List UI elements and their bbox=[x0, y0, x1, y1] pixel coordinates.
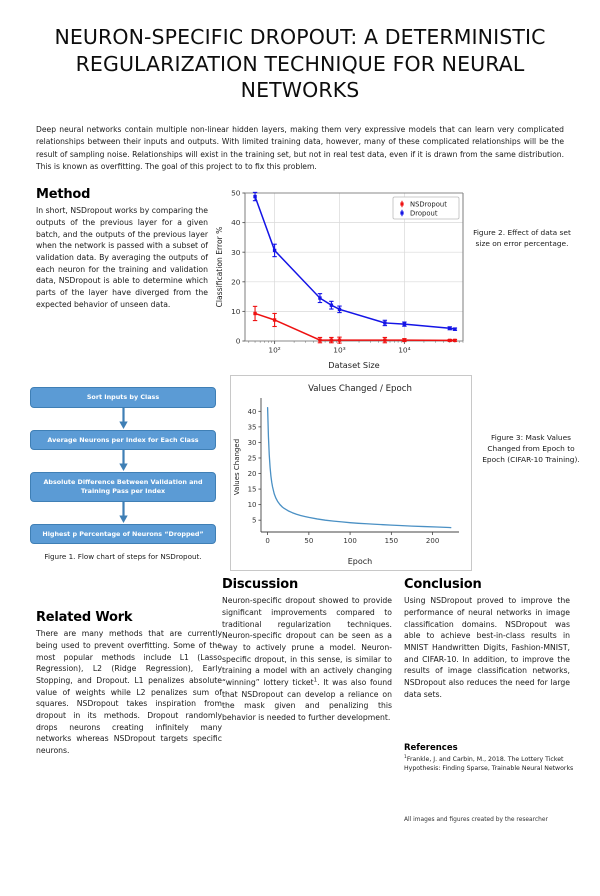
svg-text:25: 25 bbox=[247, 454, 257, 463]
svg-text:Epoch: Epoch bbox=[347, 557, 373, 567]
svg-text:0: 0 bbox=[265, 537, 270, 546]
svg-text:10³: 10³ bbox=[333, 345, 346, 355]
svg-text:30: 30 bbox=[247, 439, 257, 448]
svg-text:40: 40 bbox=[231, 218, 241, 228]
svg-text:20: 20 bbox=[231, 277, 241, 287]
figure-3-caption: Figure 3: Mask Values Changed from Epoch to Epoch (CIFAR-10 Training). bbox=[482, 433, 580, 465]
svg-text:10²: 10² bbox=[268, 345, 281, 355]
related-work-text: There are many methods that are currently being used to prevent overfitting. Some of the most popular methods include L1 (Lasso Regression), L2 (Ridge Regression), Early Stopping, and Dropout. L1 penalizes absolute value of weights while L2 penalizes sum of squares. NSDropout takes inspiration from dropout in its methods. Dropout randomly drops neurons creating infinitely many networks whereas NSDropout targets specific neurons. bbox=[36, 629, 222, 756]
svg-text:35: 35 bbox=[247, 423, 257, 432]
reference-entry-text: Frankle, J. and Carbin, M., 2018. The Lottery Ticket Hypothesis: Finding Sparse, Trainable Neural Networks bbox=[404, 756, 574, 773]
reference-entry-1 bbox=[404, 756, 576, 774]
discussion-text-part2: . It was also found that NSDropout can develop a reliance on the mask given and penalizing this behavior is needed to further development. bbox=[222, 678, 392, 723]
figure-1-flowchart bbox=[30, 387, 216, 563]
related-work-section bbox=[36, 610, 222, 757]
svg-text:Classification Error %: Classification Error % bbox=[215, 226, 224, 308]
svg-text:5: 5 bbox=[252, 516, 257, 525]
svg-text:20: 20 bbox=[247, 470, 257, 479]
svg-text:Dropout: Dropout bbox=[410, 209, 438, 218]
figure-2-chart bbox=[213, 185, 471, 375]
related-work-heading: Related Work bbox=[36, 610, 133, 626]
references-section bbox=[404, 743, 576, 774]
svg-text:10: 10 bbox=[231, 307, 241, 317]
svg-text:Values Changed / Epoch: Values Changed / Epoch bbox=[308, 384, 412, 395]
method-text: In short, NSDropout works by comparing the outputs of the previous layer for a given batch, and the outputs of the previous layer when the network is passed with a subset of validation data. By averaging the outputs of each neuron for the training and validation data, NSDropout is able to determine which parts of the layer have diverged from the expected behavior of unseen data. bbox=[36, 206, 208, 309]
discussion-text bbox=[222, 595, 392, 724]
discussion-heading: Discussion bbox=[222, 577, 299, 593]
svg-text:10⁴: 10⁴ bbox=[398, 345, 411, 355]
flow-arrow-2 bbox=[30, 450, 216, 472]
svg-text:30: 30 bbox=[231, 247, 241, 257]
svg-text:Values Changed: Values Changed bbox=[233, 438, 241, 496]
svg-text:10: 10 bbox=[247, 501, 257, 510]
flow-step-2: Average Neurons per Index for Each Class bbox=[30, 430, 216, 451]
svg-text:40: 40 bbox=[247, 407, 257, 416]
figure-2-svg bbox=[213, 185, 471, 375]
page-title: NEURON-SPECIFIC DROPOUT: A DETERMINISTIC REGULARIZATION TECHNIQUE FOR NEURAL NETWORKS bbox=[54, 25, 546, 103]
discussion-section bbox=[222, 577, 392, 724]
figure-1-caption: Figure 1. Flow chart of steps for NSDropout. bbox=[44, 552, 202, 562]
svg-text:100: 100 bbox=[343, 537, 357, 546]
flow-step-3: Absolute Difference Between Validation and Training Pass per Index bbox=[30, 472, 216, 501]
flow-arrow-3 bbox=[30, 502, 216, 524]
references-heading: References bbox=[404, 743, 458, 754]
svg-text:50: 50 bbox=[231, 188, 241, 198]
method-section bbox=[36, 187, 208, 310]
svg-text:15: 15 bbox=[247, 485, 257, 494]
svg-text:Dataset Size: Dataset Size bbox=[328, 360, 380, 371]
abstract-paragraph: Deep neural networks contain multiple non-linear hidden layers, making them very expressive models that can learn very complicated relationships between their inputs and outputs. With limited training data, however, many of these complicated relationships will be the result of sampling noise. Relationships will exist in the training set, but not in real test data, even if it is drawn from the same distribution. This is known as overfitting. The goal of this project to to fix this problem. bbox=[36, 124, 564, 171]
svg-text:50: 50 bbox=[304, 537, 314, 546]
method-heading: Method bbox=[36, 187, 91, 203]
flow-step-1: Sort Inputs by Class bbox=[30, 387, 216, 408]
conclusion-heading: Conclusion bbox=[404, 577, 482, 593]
discussion-footnote-marker: 1 bbox=[313, 677, 318, 684]
image-credit-footnote: All images and figures created by the researcher bbox=[404, 817, 548, 824]
svg-text:200: 200 bbox=[425, 537, 440, 546]
conclusion-section bbox=[404, 577, 570, 700]
figure-2-caption: Figure 2. Effect of data set size on error percentage. bbox=[473, 228, 571, 249]
svg-text:0: 0 bbox=[235, 336, 241, 346]
reference-marker: 1 bbox=[404, 755, 407, 761]
flow-arrow-1 bbox=[30, 408, 216, 430]
discussion-text-part1: Neuron-specific dropout showed to provide significant improvements compared to traditional regularization techniques. Neuron-specific dropout can be seen as a way to actively prune a model. Neuron-specific dropout, in this sense, is similar to training a model with an actively changing “winning” lottery ticket bbox=[222, 596, 392, 688]
flow-step-4: Highest p Percentage of Neurons “Dropped” bbox=[30, 524, 216, 545]
figure-3-svg bbox=[231, 376, 471, 570]
svg-text:NSDropout: NSDropout bbox=[410, 200, 447, 209]
conclusion-text: Using NSDropout proved to improve the performance of neural networks in image classification domains. NSDropout was able to achieve best-in-class results in MNIST Handwritten Digits, Fashion-MNIST, and CIFAR-10. In addition, to improve the results of image classification networks, NSDropout also reduces the need for large data sets. bbox=[404, 596, 570, 699]
svg-text:150: 150 bbox=[384, 537, 399, 546]
figure-3-chart bbox=[230, 375, 472, 571]
